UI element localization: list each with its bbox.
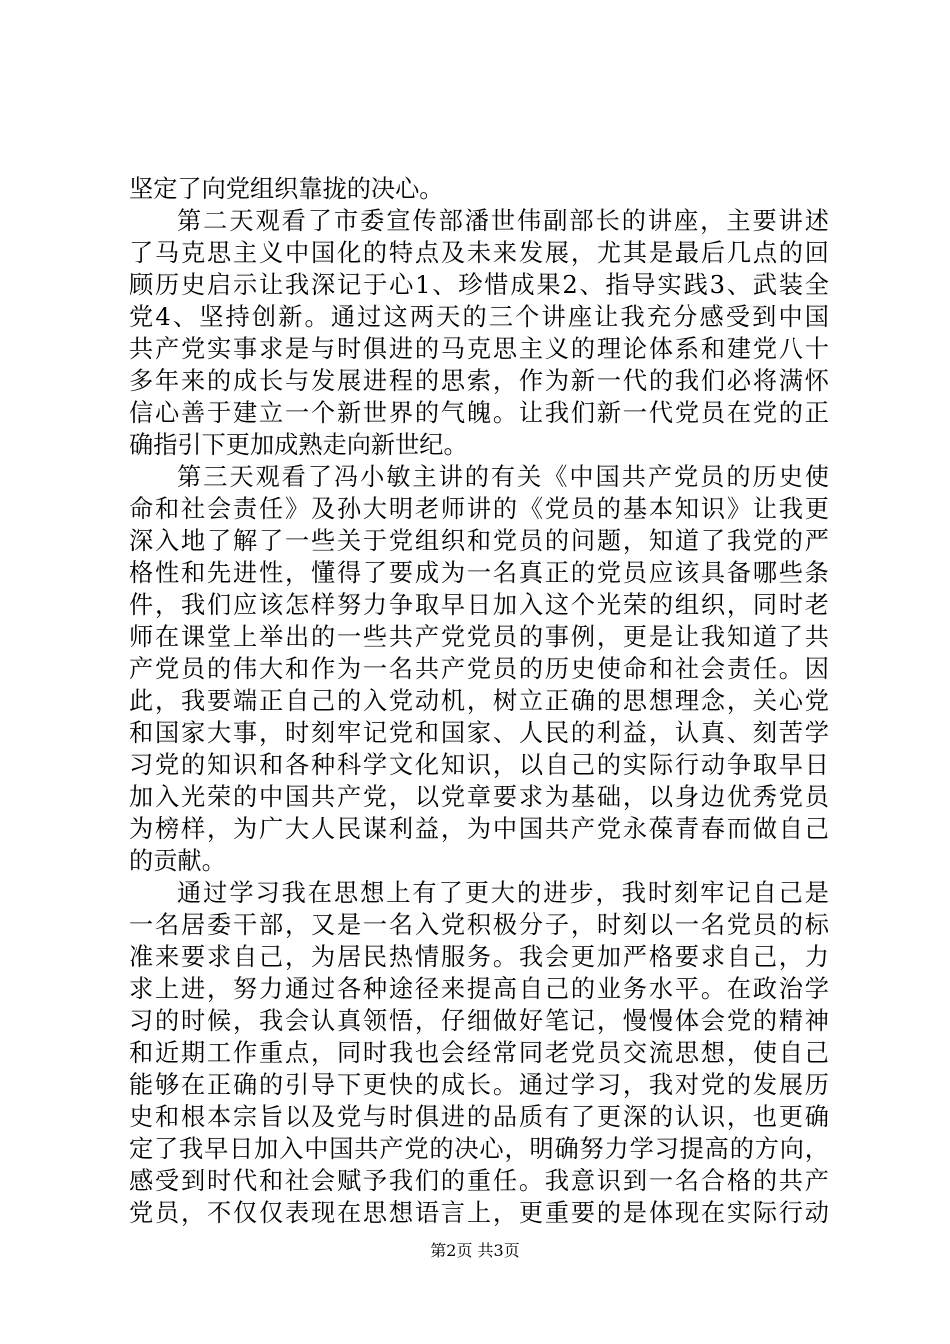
text-line: 一名居委干部，又是一名入党积极分子，时刻以一名党员的标 [129,911,829,939]
text-line: 多年来的成长与发展进程的思索，作为新一代的我们必将满怀 [129,367,829,395]
text-line: 准来要求自己，为居民热情服务。我会更加严格要求自己，力 [129,943,829,971]
text-line: 第二天观看了市委宣传部潘世伟副部长的讲座，主要讲述 [177,207,829,235]
text-line: 第三天观看了冯小敏主讲的有关《中国共产党员的历史使 [177,463,829,491]
text-line: 能够在正确的引导下更快的成长。通过学习，我对党的发展历 [129,1071,829,1099]
text-line: 深入地了解了一些关于党组织和党员的问题，知道了我党的严 [129,527,829,555]
text-line: 求上进，努力通过各种途径来提高自己的业务水平。在政治学 [129,975,829,1003]
text-line: 史和根本宗旨以及党与时俱进的品质有了更深的认识，也更确 [129,1103,829,1131]
text-line: 和近期工作重点，同时我也会经常同老党员交流思想，使自己 [129,1039,829,1067]
text-line: 定了我早日加入中国共产党的决心，明确努力学习提高的方向， [129,1135,829,1163]
text-line: 的贡献。 [129,847,226,875]
text-line: 师在课堂上举出的一些共产党党员的事例，更是让我知道了共 [129,623,829,651]
text-line: 了马克思主义中国化的特点及未来发展，尤其是最后几点的回 [129,239,829,267]
text-line: 感受到时代和社会赋予我们的重任。我意识到一名合格的共产 [129,1167,829,1195]
text-line: 加入光荣的中国共产党，以党章要求为基础，以身边优秀党员 [129,783,829,811]
text-line: 习的时候，我会认真领悟，仔细做好笔记，慢慢体会党的精神 [129,1007,829,1035]
text-line: 通过学习我在思想上有了更大的进步，我时刻牢记自己是 [177,879,829,907]
text-line: 格性和先进性，懂得了要成为一名真正的党员应该具备哪些条 [129,559,829,587]
text-line: 坚定了向党组织靠拢的决心。 [129,175,444,203]
text-line: 顾历史启示让我深记于心1、珍惜成果2、指导实践3、武装全 [129,271,829,299]
text-line: 习党的知识和各种科学文化知识，以自己的实际行动争取早日 [129,751,829,779]
page-number-footer: 第2页 共3页 [430,1241,520,1260]
text-line: 确指引下更加成熟走向新世纪。 [129,431,468,459]
text-line: 为榜样，为广大人民谋利益，为中国共产党永葆青春而做自己 [129,815,829,843]
text-line: 件，我们应该怎样努力争取早日加入这个光荣的组织，同时老 [129,591,829,619]
text-line: 产党员的伟大和作为一名共产党员的历史使命和社会责任。因 [129,655,829,683]
text-line: 和国家大事，时刻牢记党和国家、人民的利益，认真、刻苦学 [129,719,829,747]
text-line: 共产党实事求是与时俱进的马克思主义的理论体系和建党八十 [129,335,829,363]
text-line: 此，我要端正自己的入党动机，树立正确的思想理念，关心党 [129,687,829,715]
text-line: 信心善于建立一个新世界的气魄。让我们新一代党员在党的正 [129,399,829,427]
text-line: 党4、坚持创新。通过这两天的三个讲座让我充分感受到中国 [129,303,829,331]
text-line: 命和社会责任》及孙大明老师讲的《党员的基本知识》让我更 [129,495,829,523]
text-line: 党员，不仅仅表现在思想语言上，更重要的是体现在实际行动 [129,1199,829,1227]
